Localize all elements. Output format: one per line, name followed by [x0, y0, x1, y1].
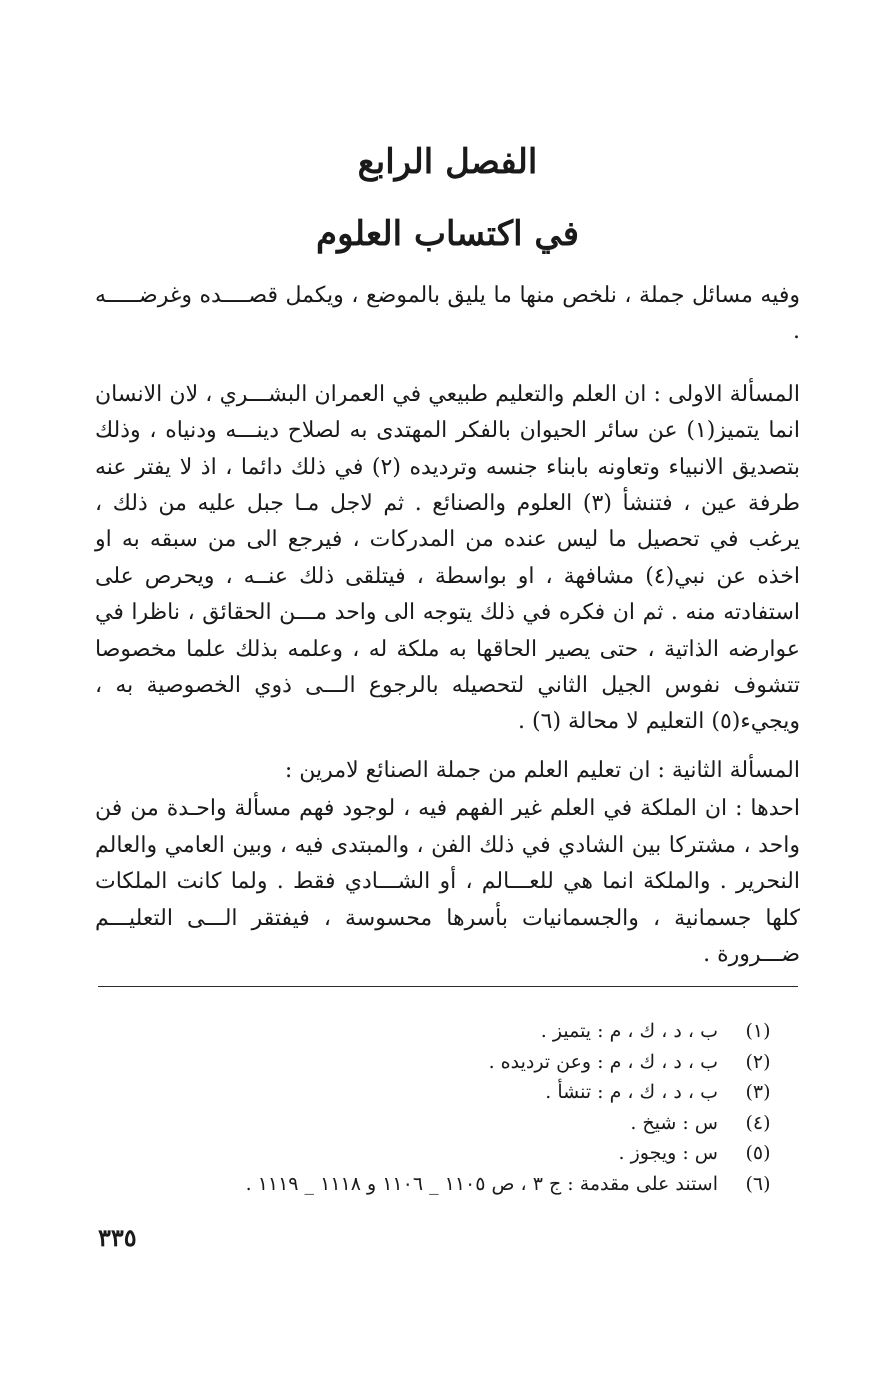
footnote-text: ب ، د ، ك ، م : تنشأ . — [545, 1081, 718, 1103]
footnote-number: (١) — [745, 1020, 771, 1042]
footnotes — [98, 1016, 798, 1199]
footnote — [98, 1047, 798, 1078]
page-body — [95, 140, 800, 973]
first-reason-paragraph: احدها : ان الملكة في العلم غير الفهم فيه ، لوجود فهم مسألة واحـدة من فن واحد ، مشتركا بين الشادي في ذلك الفن ، والمبتدى فيه ، وبين العامي والعالم النحرير . والملكة انما هي للعـــالم ، أو الشـــادي فقط . ولما كانت الملكات كلها جسمانية ، والجسمانيات بأسرها محسوسة ، فيفتقر الـــى التعليـــم ضـــرورة . — [95, 796, 800, 967]
footnote-number: (٤) — [745, 1111, 771, 1134]
second-issue-heading: المسألة الثانية : ان تعليم العلم من جملة الصنائع لامرين : — [284, 757, 800, 783]
footnote-text: استند على مقدمة : ج ٣ ، ص ١١٠٥ _ ١١٠٦ و ١١١٨ _ ١١١٩ . — [245, 1172, 718, 1195]
footnote-number: (٢) — [745, 1050, 771, 1073]
first-issue-paragraph: المسألة الاولى : ان العلم والتعليم طبيعي في العمران البشـــري ، لان الانسان انما يتميز(١) عن سائر الحيوان بالفكر المهتدى به لصلاح دينـــه ودنياه ، وذلك بتصديق الانبياء وتعاونه بابناء جنسه وترديده (٢) في ذلك دائما ، اذ لا يفتر عنه طرفة عين ، فتنشأ (٣) العلوم والصنائع . ثم لاجل مـا جبل عليه من ذلك ، يرغب في تحصيل ما ليس عنده من المدركات ، فيرجع الى من سبقه به او اخذه عن نبي(٤) مشافهة ، او بواسطة ، فيتلقى ذلك عنــه ، ويحرص على استفادته منه . ثم ان فكره في ذلك يتوجه الى واحد مـــن الحقائق ، ناظرا في عوارضه الذاتية ، حتى يصير الحاقها به ملكة له ، وعلمه بذلك علما مخصوصا تتشوف نفوس الجيل الثاني لتحصيله بالرجوع الـــى ذوي الخصوصية به ، ويجيء(٥) التعليم لا محالة (٦) . — [95, 381, 800, 735]
footnote-number: (٣) — [745, 1081, 771, 1103]
footnote — [98, 1077, 798, 1108]
page-number: ٣٣٥ — [98, 1223, 137, 1252]
chapter-title: الفصل الرابع — [357, 142, 538, 182]
footnote-text: ب ، د ، ك ، م : يتميز . — [540, 1020, 718, 1042]
footnote-text: س : ويجوز . — [618, 1142, 718, 1164]
footnote-number: (٥) — [745, 1142, 771, 1164]
footnote — [98, 1108, 798, 1139]
footnote-text: س : شيخ . — [630, 1111, 718, 1134]
footnote — [98, 1138, 798, 1169]
footnote — [98, 1016, 798, 1047]
footnote-number: (٦) — [745, 1172, 771, 1195]
chapter-subtitle: في اكتساب العلوم — [316, 214, 579, 254]
intro-paragraph: وفيه مسائل جملة ، نلخص منها ما يليق بالموضع ، ويكمل قصــــده وغرضـــــه . — [95, 283, 800, 345]
footnote — [98, 1169, 798, 1200]
footnote-text: ب ، د ، ك ، م : وعن ترديده . — [488, 1050, 718, 1073]
footnote-separator — [98, 986, 798, 987]
